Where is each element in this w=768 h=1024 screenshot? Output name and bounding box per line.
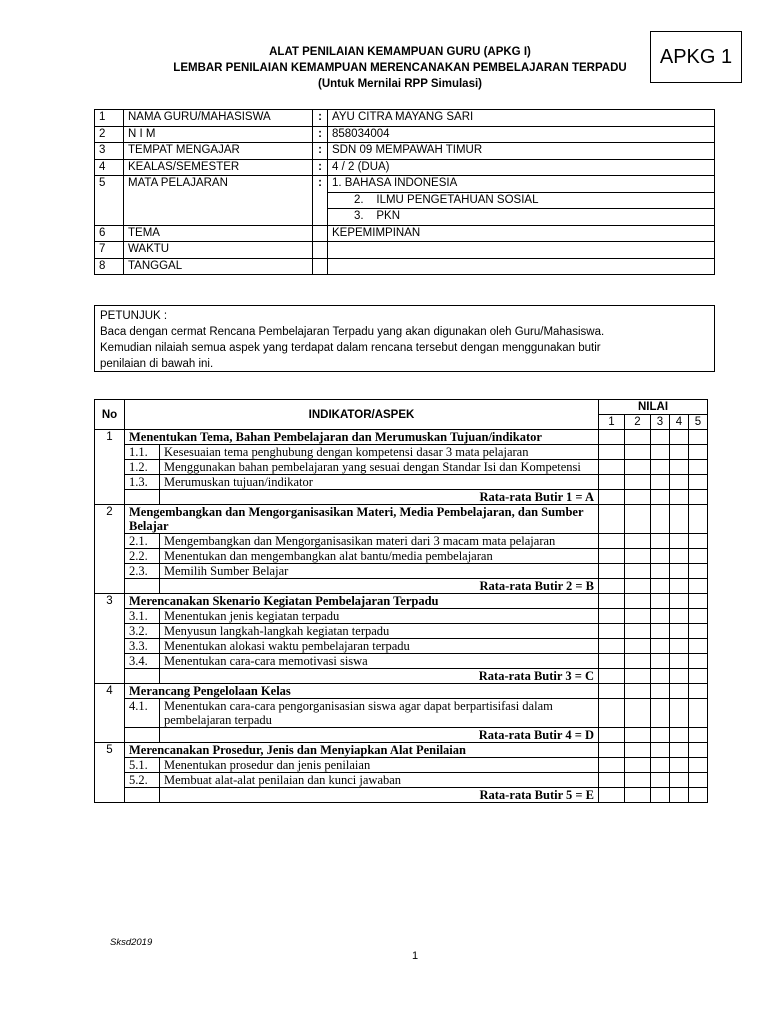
instructions-box [94,305,715,372]
score-header: 5 [689,415,708,430]
col-nilai-header: NILAI [599,400,708,415]
field-value [328,242,715,259]
score-cell[interactable] [651,669,670,684]
section-row [95,594,708,609]
indicator-text: Merumuskan tujuan/indikator [160,475,599,490]
score-cell[interactable] [599,669,625,684]
score-cell[interactable] [625,490,651,505]
subject-2: 2. ILMU PENGETAHUAN SOSIAL [328,192,715,209]
indicator-row [95,624,708,639]
header-row [95,400,708,415]
indicator-row [95,609,708,624]
score-cell[interactable] [651,579,670,594]
score-cell[interactable] [625,430,651,445]
average-label: Rata-rata Butir 2 = B [160,579,599,594]
score-cell[interactable] [651,460,670,475]
field-value: SDN 09 MEMPAWAH TIMUR [328,143,715,160]
score-cell[interactable] [689,639,708,654]
score-cell[interactable] [651,594,670,609]
indicator-number: 3.3. [125,639,160,654]
indicator-number: 2.3. [125,564,160,579]
indicator-number: 1.1. [125,445,160,460]
indicator-text: Menentukan cara-cara pengorganisasian siswa agar dapat berpartisifasi dalam pembelajaran terpadu [160,699,599,728]
score-header: 2 [625,415,651,430]
field-label: TEMPAT MENGAJAR [124,143,313,160]
footer-code: Sksd2019 [110,937,153,948]
score-cell[interactable] [670,728,689,743]
indicator-row [95,564,708,579]
field-value [328,258,715,275]
section-title: Menentukan Tema, Bahan Pembelajaran dan Merumuskan Tujuan/indikator [125,430,599,445]
section-number: 1 [95,430,125,505]
score-cell[interactable] [670,534,689,549]
score-cell[interactable] [651,773,670,788]
indicator-row [95,773,708,788]
indicator-row [95,534,708,549]
score-cell[interactable] [625,743,651,758]
average-row [95,788,708,803]
row-number: 3 [95,143,124,160]
info-row [95,159,715,176]
indicator-row [95,699,708,728]
average-row [95,490,708,505]
score-cell[interactable] [651,430,670,445]
section-number: 4 [95,684,125,743]
average-spacer [125,788,160,803]
field-label: N I M [124,126,313,143]
indicator-row [95,445,708,460]
score-cell[interactable] [651,788,670,803]
score-cell[interactable] [599,490,625,505]
indicator-number: 1.2. [125,460,160,475]
info-row [95,176,715,193]
score-cell[interactable] [689,564,708,579]
score-cell[interactable] [689,490,708,505]
score-cell[interactable] [689,549,708,564]
score-cell[interactable] [599,639,625,654]
score-cell[interactable] [670,758,689,773]
indicator-row [95,475,708,490]
score-cell[interactable] [689,699,708,728]
instructions-line: Kemudian nilaiah semua aspek yang terdapat dalam rencana tersebut dengan menggunakan butir [100,342,601,354]
score-cell[interactable] [689,609,708,624]
colon: : [313,159,328,176]
score-cell[interactable] [625,654,651,669]
score-cell[interactable] [670,609,689,624]
row-number: 4 [95,159,124,176]
score-cell[interactable] [599,699,625,728]
score-cell[interactable] [670,699,689,728]
row-number: 6 [95,225,124,242]
info-row [95,258,715,275]
section-title: Merencanakan Prosedur, Jenis dan Menyiapkan Alat Penilaian [125,743,599,758]
indicator-text: Memilih Sumber Belajar [160,564,599,579]
score-cell[interactable] [689,579,708,594]
field-label: MATA PELAJARAN [124,176,313,226]
score-cell[interactable] [651,728,670,743]
indicator-text: Membuat alat-alat penilaian dan kunci jawaban [160,773,599,788]
average-row [95,579,708,594]
score-cell[interactable] [651,609,670,624]
field-value: 4 / 2 (DUA) [328,159,715,176]
average-label: Rata-rata Butir 4 = D [160,728,599,743]
score-cell[interactable] [599,594,625,609]
average-label: Rata-rata Butir 1 = A [160,490,599,505]
info-row [95,110,715,127]
score-header: 1 [599,415,625,430]
score-cell[interactable] [670,549,689,564]
average-label: Rata-rata Butir 5 = E [160,788,599,803]
field-value: AYU CITRA MAYANG SARI [328,110,715,127]
indicator-number: 5.2. [125,773,160,788]
page-number: 1 [412,950,419,962]
score-cell[interactable] [599,505,625,534]
indicator-text: Menyusun langkah-langkah kegiatan terpadu [160,624,599,639]
score-cell[interactable] [651,490,670,505]
score-cell[interactable] [670,684,689,699]
subject-3: 3. PKN [328,209,715,226]
indicator-row [95,639,708,654]
score-cell[interactable] [670,773,689,788]
col-indikator-header: INDIKATOR/ASPEK [125,400,599,430]
score-cell[interactable] [670,490,689,505]
col-no-header: No [95,400,125,430]
score-cell[interactable] [599,475,625,490]
score-cell[interactable] [651,654,670,669]
score-cell[interactable] [689,669,708,684]
score-cell[interactable] [670,564,689,579]
score-cell[interactable] [651,534,670,549]
score-cell[interactable] [599,534,625,549]
score-cell[interactable] [599,743,625,758]
score-cell[interactable] [689,743,708,758]
average-row [95,728,708,743]
score-cell[interactable] [599,624,625,639]
score-cell[interactable] [625,594,651,609]
indicator-text: Menentukan prosedur dan jenis penilaian [160,758,599,773]
average-spacer [125,669,160,684]
average-row [95,669,708,684]
section-number: 2 [95,505,125,594]
indicator-row [95,549,708,564]
score-cell[interactable] [625,609,651,624]
score-cell[interactable] [625,728,651,743]
score-cell[interactable] [689,534,708,549]
field-label: TANGGAL [124,258,313,275]
indicator-number: 2.2. [125,549,160,564]
score-cell[interactable] [599,758,625,773]
assessment-table [94,399,708,803]
score-cell[interactable] [625,460,651,475]
score-cell[interactable] [670,788,689,803]
section-title: Merencanakan Skenario Kegiatan Pembelajaran Terpadu [125,594,599,609]
score-cell[interactable] [625,758,651,773]
section-row [95,743,708,758]
score-cell[interactable] [625,788,651,803]
colon: : [313,110,328,127]
score-cell[interactable] [651,505,670,534]
colon [313,258,328,275]
colon [313,225,328,242]
indicator-row [95,654,708,669]
field-label: KEALAS/SEMESTER [124,159,313,176]
score-cell[interactable] [670,639,689,654]
score-cell[interactable] [625,699,651,728]
score-cell[interactable] [599,788,625,803]
indicator-text: Menggunakan bahan pembelajaran yang sesuai dengan Standar Isi dan Kompetensi [160,460,599,475]
score-cell[interactable] [599,654,625,669]
colon: : [313,126,328,143]
score-cell[interactable] [689,788,708,803]
score-cell[interactable] [651,743,670,758]
score-cell[interactable] [689,624,708,639]
title-line-1: ALAT PENILAIAN KEMAMPUAN GURU (APKG I) [269,46,531,58]
score-cell[interactable] [599,773,625,788]
score-cell[interactable] [625,564,651,579]
average-spacer [125,728,160,743]
score-cell[interactable] [670,475,689,490]
score-cell[interactable] [599,460,625,475]
indicator-row [95,460,708,475]
info-row [95,143,715,160]
indicator-number: 5.1. [125,758,160,773]
score-cell[interactable] [651,475,670,490]
score-cell[interactable] [670,654,689,669]
score-cell[interactable] [651,699,670,728]
indicator-number: 4.1. [125,699,160,728]
score-cell[interactable] [599,564,625,579]
score-cell[interactable] [670,460,689,475]
indicator-number: 1.3. [125,475,160,490]
score-cell[interactable] [625,773,651,788]
score-cell[interactable] [651,758,670,773]
title-line-2: LEMBAR PENILAIAN KEMAMPUAN MERENCANAKAN PEMBELAJARAN TERPADU [173,62,627,74]
document-titles [150,44,650,92]
score-cell[interactable] [670,579,689,594]
score-cell[interactable] [651,639,670,654]
score-cell[interactable] [670,669,689,684]
score-cell[interactable] [625,445,651,460]
score-header: 4 [670,415,689,430]
indicator-number: 3.1. [125,609,160,624]
score-cell[interactable] [689,773,708,788]
section-number: 5 [95,743,125,803]
score-cell[interactable] [670,505,689,534]
score-cell[interactable] [599,684,625,699]
info-row [95,225,715,242]
score-cell[interactable] [689,594,708,609]
indicator-text: Menentukan cara-cara memotivasi siswa [160,654,599,669]
score-cell[interactable] [689,728,708,743]
score-cell[interactable] [599,430,625,445]
instructions-line: penilaian di bawah ini. [100,358,214,370]
title-line-3: (Untuk Mernilai RPP Simulasi) [317,78,482,90]
score-cell[interactable] [651,564,670,579]
score-cell[interactable] [670,430,689,445]
indicator-number: 3.2. [125,624,160,639]
field-value: 1. BAHASA INDONESIA [328,176,715,193]
indicator-text: Menentukan jenis kegiatan terpadu [160,609,599,624]
instructions-line: Baca dengan cermat Rencana Pembelajaran Terpadu yang akan digunakan oleh Guru/Mahasiswa. [100,326,605,338]
score-cell[interactable] [625,549,651,564]
score-cell[interactable] [651,549,670,564]
score-cell[interactable] [670,594,689,609]
score-cell[interactable] [689,505,708,534]
identity-table [94,109,715,275]
colon: : [313,176,328,226]
average-spacer [125,490,160,505]
section-title: Mengembangkan dan Mengorganisasikan Materi, Media Pembelajaran, dan Sumber Belajar [125,505,599,534]
score-cell[interactable] [689,445,708,460]
indicator-number: 2.1. [125,534,160,549]
score-cell[interactable] [599,609,625,624]
score-cell[interactable] [651,445,670,460]
colon [313,242,328,259]
info-row [95,242,715,259]
average-label: Rata-rata Butir 3 = C [160,669,599,684]
score-cell[interactable] [689,430,708,445]
row-number: 2 [95,126,124,143]
field-value: 858034004 [328,126,715,143]
score-cell[interactable] [651,624,670,639]
indicator-row [95,758,708,773]
score-cell[interactable] [670,624,689,639]
score-cell[interactable] [625,669,651,684]
score-cell[interactable] [670,743,689,758]
indicator-number: 3.4. [125,654,160,669]
section-title: Merancang Pengelolaan Kelas [125,684,599,699]
score-cell[interactable] [670,445,689,460]
score-cell[interactable] [599,549,625,564]
row-number: 1 [95,110,124,127]
score-cell[interactable] [599,445,625,460]
row-number: 7 [95,242,124,259]
score-cell[interactable] [651,684,670,699]
score-cell[interactable] [599,579,625,594]
score-cell[interactable] [689,460,708,475]
indicator-text: Mengembangkan dan Mengorganisasikan materi dari 3 macam mata pelajaran [160,534,599,549]
score-cell[interactable] [625,475,651,490]
field-label: TEMA [124,225,313,242]
score-cell[interactable] [625,639,651,654]
row-number: 5 [95,176,124,226]
score-cell[interactable] [625,684,651,699]
field-label: WAKTU [124,242,313,259]
score-cell[interactable] [689,475,708,490]
colon: : [313,143,328,160]
section-row [95,505,708,534]
score-cell[interactable] [625,579,651,594]
section-row [95,430,708,445]
field-label: NAMA GURU/MAHASISWA [124,110,313,127]
score-cell[interactable] [625,505,651,534]
instructions-title: PETUNJUK : [100,310,168,322]
score-cell[interactable] [625,534,651,549]
score-cell[interactable] [689,758,708,773]
score-header: 3 [651,415,670,430]
row-number: 8 [95,258,124,275]
score-cell[interactable] [689,654,708,669]
section-row [95,684,708,699]
score-cell[interactable] [625,624,651,639]
apkg-label-box: APKG 1 [650,31,742,83]
indicator-text: Kesesuaian tema penghubung dengan kompetensi dasar 3 mata pelajaran [160,445,599,460]
info-row [95,126,715,143]
indicator-text: Menentukan dan mengembangkan alat bantu/media pembelajaran [160,549,599,564]
average-spacer [125,579,160,594]
score-cell[interactable] [689,684,708,699]
score-cell[interactable] [599,728,625,743]
indicator-text: Menentukan alokasi waktu pembelajaran terpadu [160,639,599,654]
section-number: 3 [95,594,125,684]
field-value: KEPEMIMPINAN [328,225,715,242]
